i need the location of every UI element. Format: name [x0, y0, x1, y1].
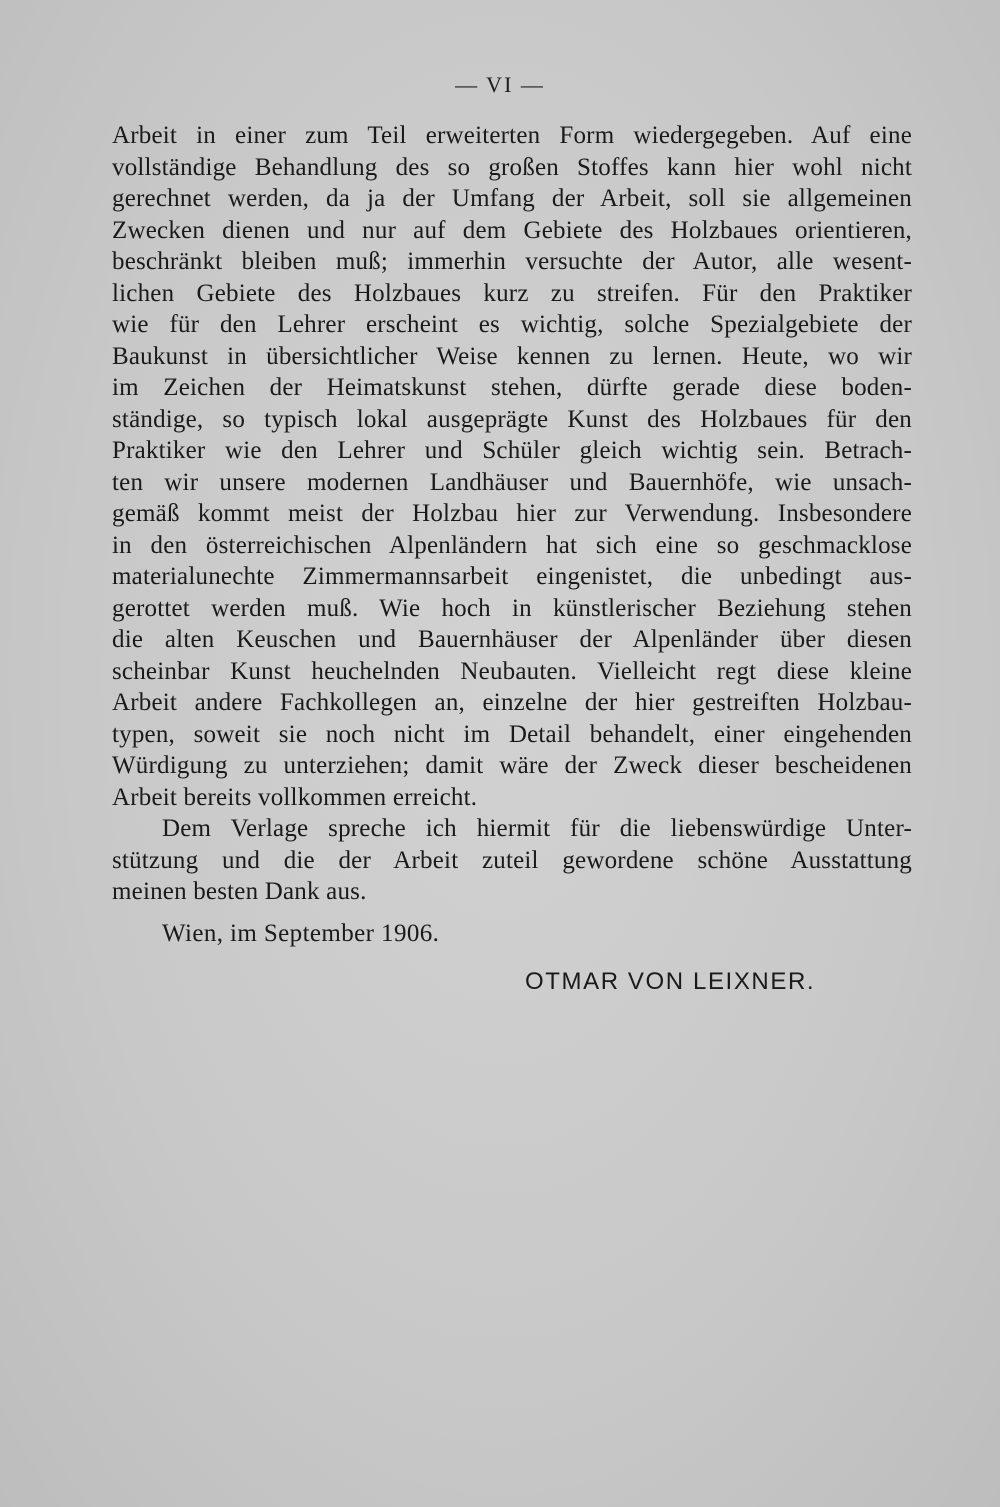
text-line: beschränkt bleiben muß; immerhin versuchte der Autor, alle wesent- — [112, 248, 912, 275]
paragraph-1 — [112, 120, 912, 813]
text-line: Würdigung zu unterziehen; damit wäre der Zweck dieser bescheidenen — [112, 752, 912, 779]
text-line: Arbeit in einer zum Teil erweiterten Form wiedergegeben. Auf eine — [112, 122, 912, 149]
place-date: Wien, im September 1906. — [162, 920, 440, 947]
text-line: gemäß kommt meist der Holzbau hier zur Verwendung. Insbesondere — [112, 500, 912, 527]
text-line: stützung und die der Arbeit zuteil gewordene schöne Ausstattung — [112, 846, 912, 874]
text-line: Dem Verlage spreche ich hiermit für die liebenswürdige Unter- — [162, 815, 912, 842]
text-line: typen, soweit sie noch nicht im Detail behandelt, einer eingehenden — [112, 720, 912, 748]
text-line: in den österreichischen Alpenländern hat sich eine so geschmacklose — [112, 531, 912, 559]
text-line: gerottet werden muß. Wie hoch in künstlerischer Beziehung stehen — [112, 594, 912, 622]
text-line: scheinbar Kunst heuchelnden Neubauten. Vielleicht regt diese kleine — [112, 657, 912, 685]
text-line: ständige, so typisch lokal ausgeprägte Kunst des Holzbaues für den — [112, 405, 912, 433]
body-text — [112, 120, 912, 908]
page-number: — VI — — [455, 72, 545, 97]
text-line: Arbeit bereits vollkommen erreicht. — [112, 783, 478, 811]
text-line: die alten Keuschen und Bauernhäuser der Alpenländer über diesen — [112, 626, 912, 653]
text-line: Praktiker wie den Lehrer und Schüler gleich wichtig sein. Betrach- — [112, 437, 912, 464]
text-line: vollständige Behandlung des so großen Stoffes kann hier wohl nicht — [112, 153, 912, 181]
paragraph-2 — [112, 813, 912, 908]
text-line: Baukunst in übersichtlicher Weise kennen zu lernen. Heute, wo wir — [112, 342, 912, 370]
text-line: meinen besten Dank aus. — [112, 878, 367, 905]
text-line: Arbeit andere Fachkollegen an, einzelne der hier gestreiften Holzbau- — [112, 689, 912, 716]
text-line: gerechnet werden, da ja der Umfang der Arbeit, soll sie allgemeinen — [112, 185, 912, 212]
text-line: lichen Gebiete des Holzbaues kurz zu streifen. Für den Praktiker — [112, 279, 912, 307]
author-signature: OTMAR VON LEIXNER. — [525, 968, 816, 995]
text-line: wie für den Lehrer erscheint es wichtig, solche Spezialgebiete der — [112, 311, 912, 338]
text-line: ten wir unsere modernen Landhäuser und Bauernhöfe, wie unsach- — [112, 468, 912, 496]
text-line: Zwecken dienen und nur auf dem Gebiete des Holzbaues orientieren, — [112, 216, 912, 244]
text-line: materialunechte Zimmermannsarbeit eingenistet, die unbedingt aus- — [112, 563, 912, 590]
text-line: im Zeichen der Heimatskunst stehen, dürfte gerade diese boden- — [112, 374, 912, 401]
